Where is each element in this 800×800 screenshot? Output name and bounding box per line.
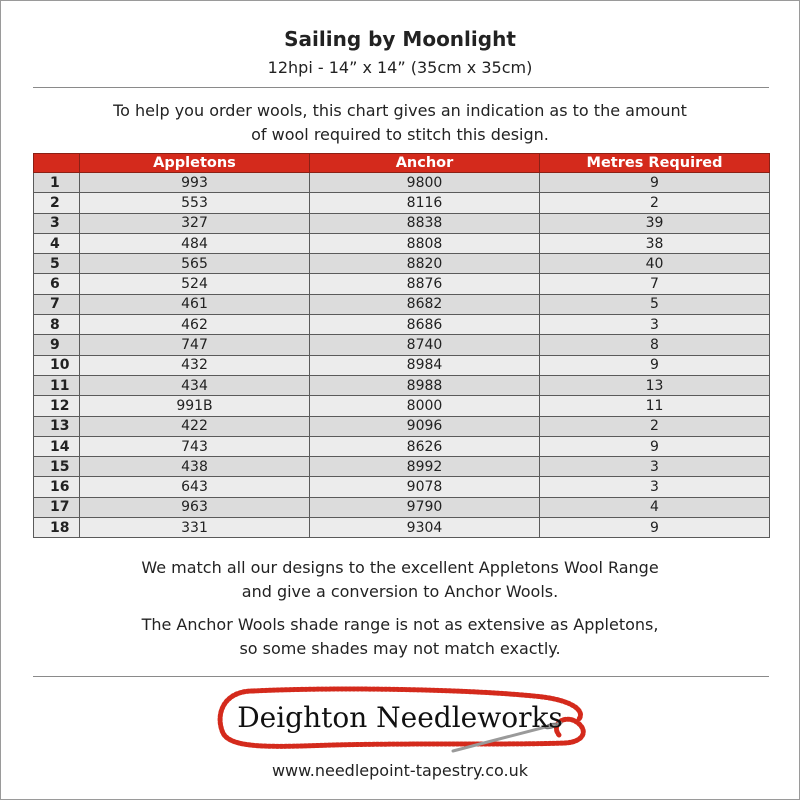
anchor-code: 8626	[310, 436, 540, 456]
appletons-code: 743	[80, 436, 310, 456]
intro-line-1: To help you order wools, this chart gives an indication as to the amount	[113, 101, 687, 120]
anchor-code: 9096	[310, 416, 540, 436]
metres-required: 38	[540, 233, 770, 253]
note-1-line-1: We match all our designs to the excellent Appletons Wool Range	[141, 558, 659, 577]
row-number: 3	[34, 213, 80, 233]
metres-required: 3	[540, 477, 770, 497]
metres-required: 9	[540, 173, 770, 193]
anchor-code: 8876	[310, 274, 540, 294]
metres-required: 9	[540, 436, 770, 456]
table-row	[34, 518, 770, 538]
appletons-code: 432	[80, 355, 310, 375]
row-number: 4	[34, 233, 80, 253]
table-row	[34, 375, 770, 395]
metres-required: 5	[540, 294, 770, 314]
row-number: 12	[34, 396, 80, 416]
appletons-code: 461	[80, 294, 310, 314]
col-header-number	[34, 154, 80, 173]
appletons-code: 484	[80, 233, 310, 253]
appletons-code: 462	[80, 315, 310, 335]
table-row	[34, 436, 770, 456]
metres-required: 4	[540, 497, 770, 517]
row-number: 17	[34, 497, 80, 517]
wool-table	[33, 153, 770, 538]
metres-required: 2	[540, 193, 770, 213]
anchor-code: 9304	[310, 518, 540, 538]
appletons-code: 434	[80, 375, 310, 395]
anchor-code: 8740	[310, 335, 540, 355]
anchor-code: 8116	[310, 193, 540, 213]
metres-required: 8	[540, 335, 770, 355]
table-row	[34, 355, 770, 375]
table-row	[34, 193, 770, 213]
anchor-code: 9800	[310, 173, 540, 193]
col-header-anchor: Anchor	[310, 154, 540, 173]
page-subtitle: 12hpi - 14” x 14” (35cm x 35cm)	[267, 58, 533, 77]
page-title: Sailing by Moonlight	[284, 27, 516, 51]
table-row	[34, 315, 770, 335]
anchor-code: 8000	[310, 396, 540, 416]
anchor-code: 8682	[310, 294, 540, 314]
notes	[1, 556, 799, 670]
appletons-code: 565	[80, 254, 310, 274]
appletons-code: 438	[80, 457, 310, 477]
metres-required: 7	[540, 274, 770, 294]
note-2-line-2: so some shades may not match exactly.	[239, 639, 561, 658]
row-number: 14	[34, 436, 80, 456]
row-number: 9	[34, 335, 80, 355]
anchor-code: 8988	[310, 375, 540, 395]
row-number: 5	[34, 254, 80, 274]
anchor-code: 8686	[310, 315, 540, 335]
intro-text	[1, 99, 799, 147]
metres-required: 3	[540, 457, 770, 477]
anchor-code: 8838	[310, 213, 540, 233]
metres-required: 39	[540, 213, 770, 233]
table-row	[34, 274, 770, 294]
metres-required: 9	[540, 518, 770, 538]
table-header-row	[34, 154, 770, 173]
bottom-divider	[33, 676, 769, 677]
intro-line-2: of wool required to stitch this design.	[251, 125, 549, 144]
note-2-line-1: The Anchor Wools shade range is not as extensive as Appletons,	[141, 615, 659, 634]
metres-required: 2	[540, 416, 770, 436]
metres-required: 9	[540, 355, 770, 375]
anchor-code: 8820	[310, 254, 540, 274]
anchor-code: 8984	[310, 355, 540, 375]
logo-text: Deighton Needleworks	[237, 701, 563, 734]
table-row	[34, 477, 770, 497]
col-header-metres: Metres Required	[540, 154, 770, 173]
row-number: 7	[34, 294, 80, 314]
top-divider	[33, 87, 769, 88]
col-header-appletons: Appletons	[80, 154, 310, 173]
row-number: 6	[34, 274, 80, 294]
metres-required: 11	[540, 396, 770, 416]
metres-required: 3	[540, 315, 770, 335]
row-number: 16	[34, 477, 80, 497]
table-row	[34, 173, 770, 193]
appletons-code: 553	[80, 193, 310, 213]
appletons-code: 643	[80, 477, 310, 497]
table-row	[34, 457, 770, 477]
table-row	[34, 396, 770, 416]
anchor-code: 8808	[310, 233, 540, 253]
row-number: 1	[34, 173, 80, 193]
anchor-code: 8992	[310, 457, 540, 477]
table-row	[34, 497, 770, 517]
appletons-code: 327	[80, 213, 310, 233]
table-row	[34, 294, 770, 314]
row-number: 8	[34, 315, 80, 335]
appletons-code: 331	[80, 518, 310, 538]
appletons-code: 747	[80, 335, 310, 355]
row-number: 15	[34, 457, 80, 477]
appletons-code: 524	[80, 274, 310, 294]
table-row	[34, 213, 770, 233]
metres-required: 13	[540, 375, 770, 395]
table-row	[34, 254, 770, 274]
appletons-code: 422	[80, 416, 310, 436]
row-number: 13	[34, 416, 80, 436]
appletons-code: 991B	[80, 396, 310, 416]
table-row	[34, 416, 770, 436]
anchor-code: 9790	[310, 497, 540, 517]
row-number: 11	[34, 375, 80, 395]
appletons-code: 963	[80, 497, 310, 517]
row-number: 18	[34, 518, 80, 538]
row-number: 10	[34, 355, 80, 375]
note-appletons	[1, 556, 799, 604]
table-row	[34, 335, 770, 355]
appletons-code: 993	[80, 173, 310, 193]
metres-required: 40	[540, 254, 770, 274]
anchor-code: 9078	[310, 477, 540, 497]
note-1-line-2: and give a conversion to Anchor Wools.	[241, 582, 559, 601]
note-anchor	[1, 613, 799, 661]
row-number: 2	[34, 193, 80, 213]
table-row	[34, 233, 770, 253]
website-url[interactable]: www.needlepoint-tapestry.co.uk	[271, 761, 529, 780]
